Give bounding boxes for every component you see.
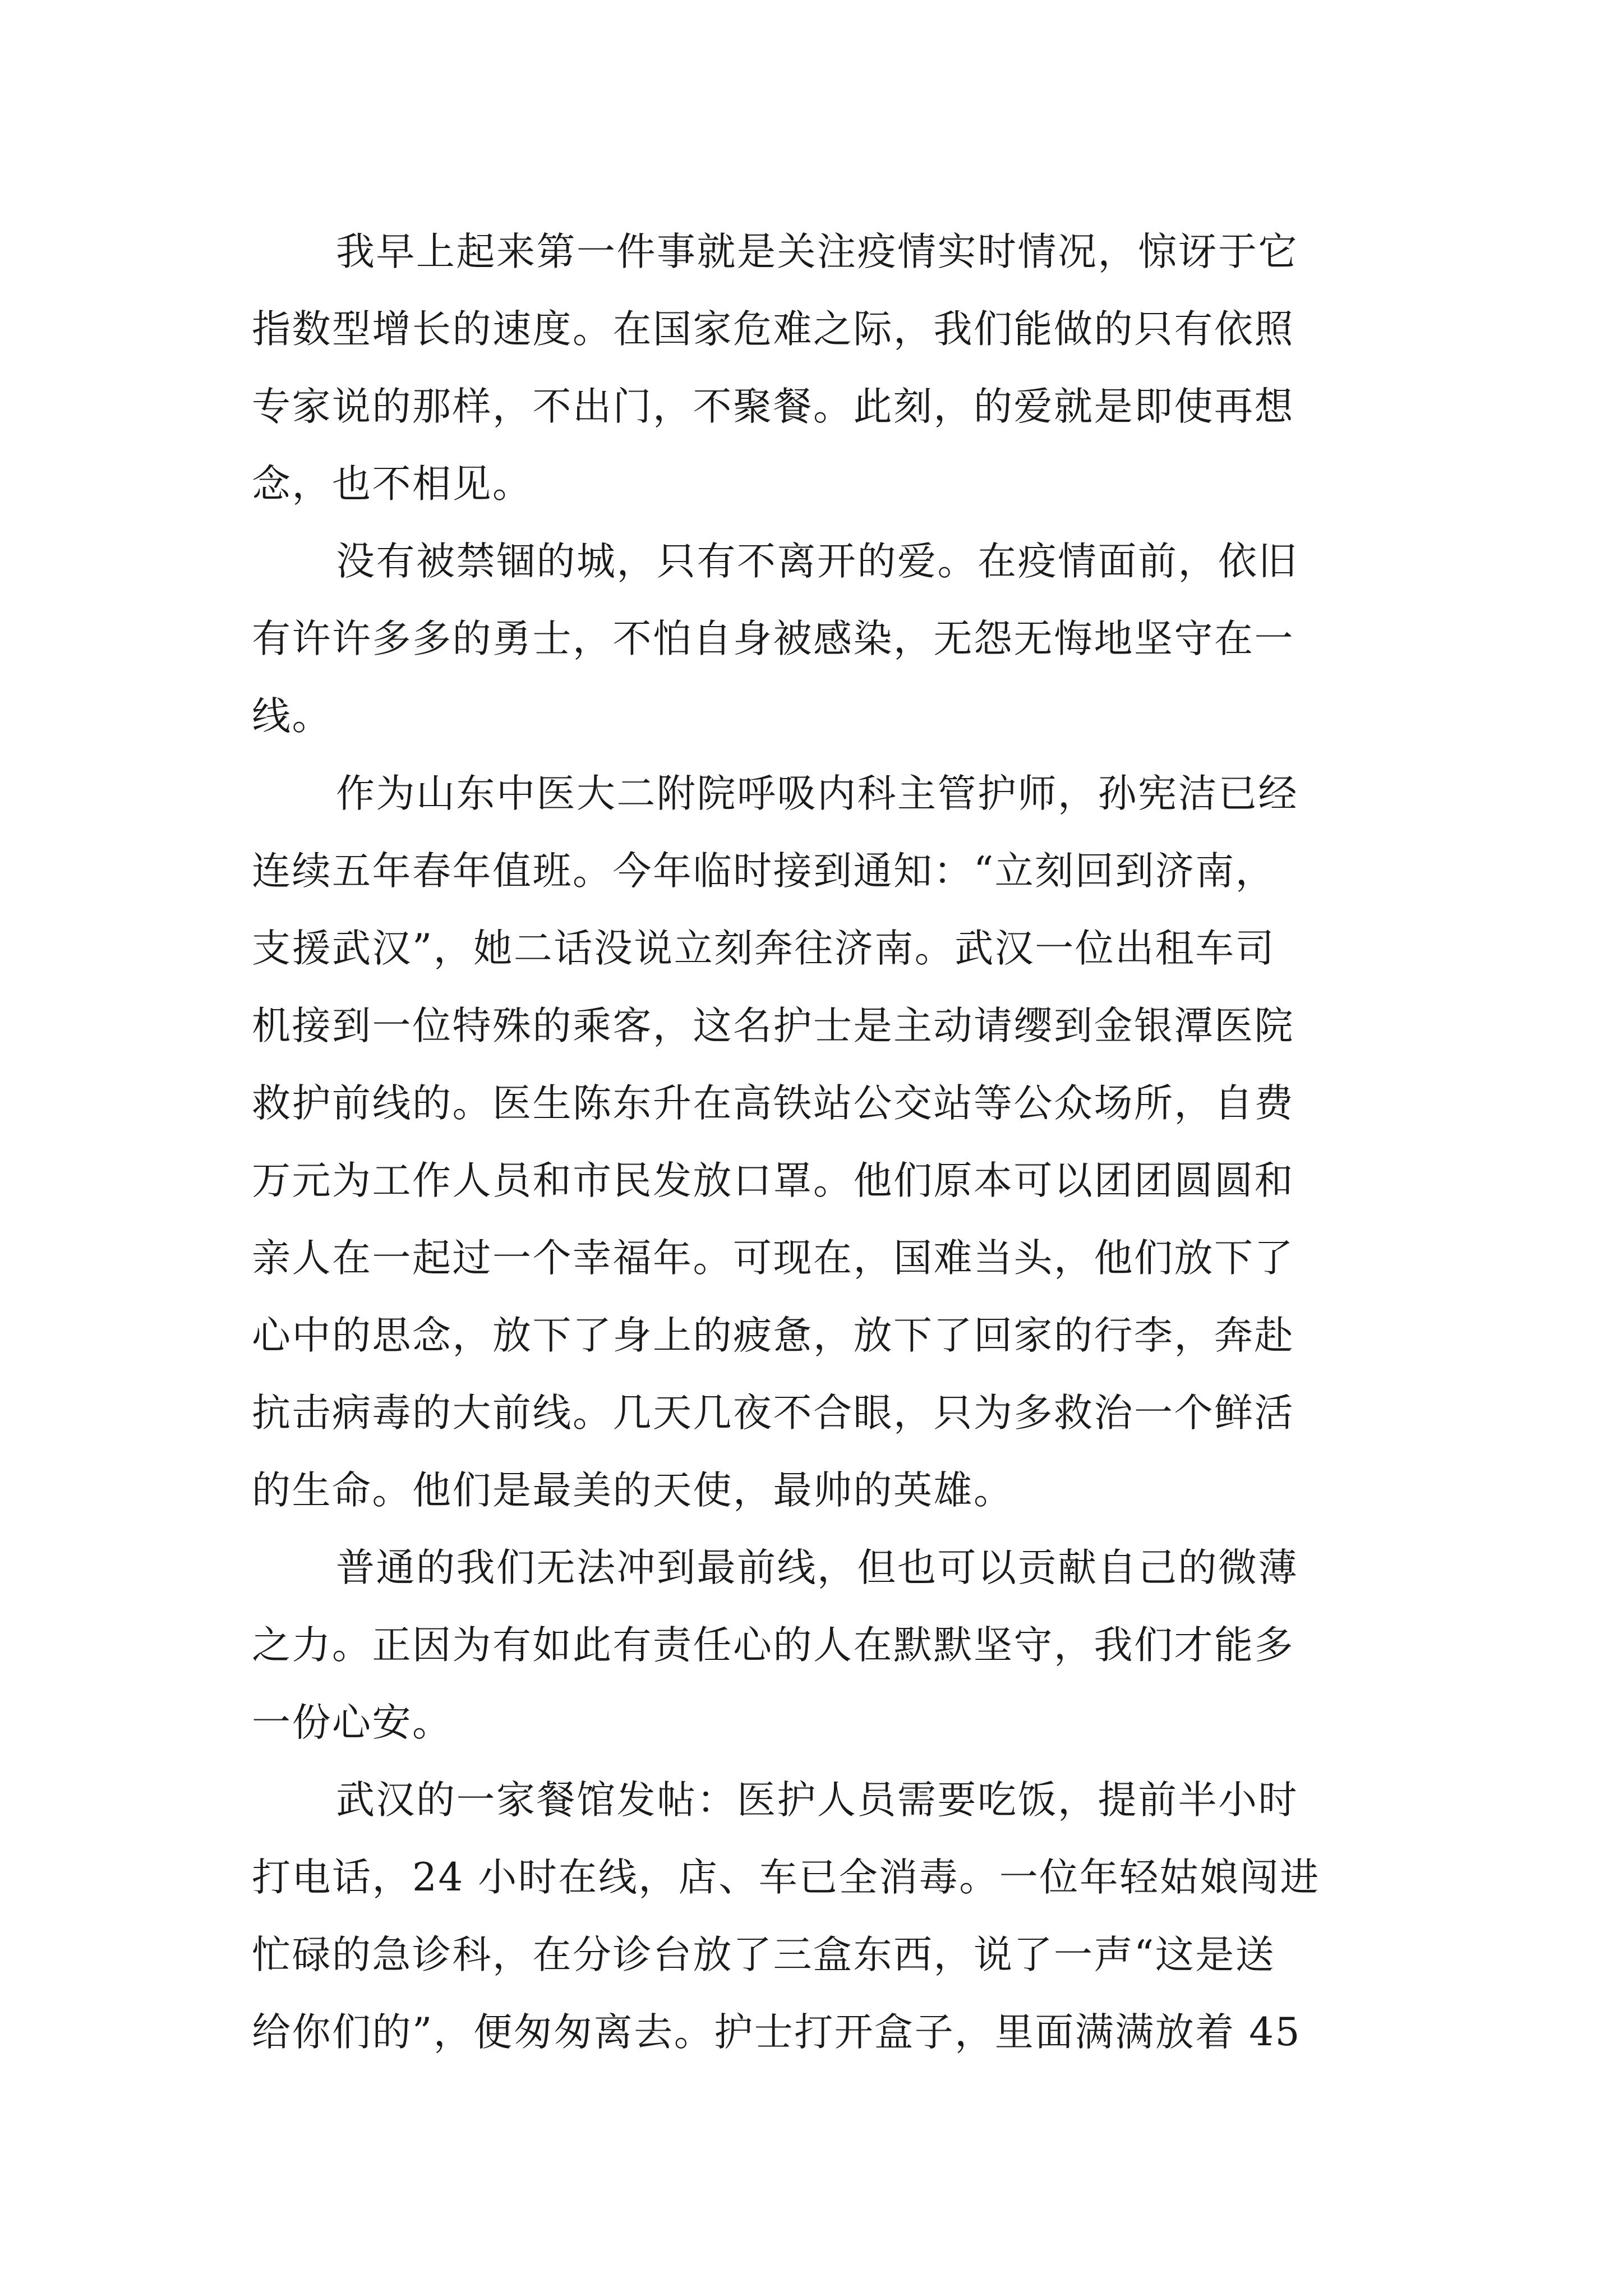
text-line: 心中的思念，放下了身上的疲惫，放下了回家的行李，奔赴 <box>252 1313 1294 1358</box>
text-line: 忙碌的急诊科，在分诊台放了三盒东西，说了一声“这是送 <box>252 1932 1276 1977</box>
paragraph-3 <box>252 755 1368 1529</box>
text-line: 指数型增长的速度。在国家危难之际，我们能做的只有依照 <box>252 307 1294 352</box>
text-line: 连续五年春年值班。今年临时接到通知：“立刻回到济南， <box>252 849 1276 894</box>
text-line: 没有被禁锢的城，只有不离开的爱。在疫情面前，依旧 <box>336 539 1298 584</box>
text-line: 之力。正因为有如此有责任心的人在默默坚守，我们才能多 <box>252 1623 1294 1668</box>
text-line: 念，也不相见。 <box>252 462 533 507</box>
text-line: 机接到一位特殊的乘客，这名护士是主动请缨到金银潭医院 <box>252 1004 1294 1048</box>
text-line: 普通的我们无法冲到最前线，但也可以贡献自己的微薄 <box>336 1545 1298 1590</box>
text-line: 武汉的一家餐馆发帖：医护人员需要吃饭，提前半小时 <box>336 1778 1298 1823</box>
text-line: 给你们的”，便匆匆离去。护士打开盒子，里面满满放着 45 <box>252 2010 1302 2055</box>
text-line: 我早上起来第一件事就是关注疫情实时情况，惊讶于它 <box>336 229 1298 274</box>
text-line: 万元为工作人员和市民发放口罩。他们原本可以团团圆圆和 <box>252 1158 1294 1203</box>
text-line: 打电话，24 小时在线，店、车已全消毒。一位年轻姑娘闯进 <box>252 1855 1320 1900</box>
text-line: 作为山东中医大二附院呼吸内科主管护师，孙宪洁已经 <box>336 771 1298 816</box>
paragraph-5 <box>252 1761 1368 2071</box>
paragraph-1 <box>252 213 1368 523</box>
text-line: 亲人在一起过一个幸福年。可现在，国难当头，他们放下了 <box>252 1236 1294 1281</box>
text-line: 的生命。他们是最美的天使，最帅的英雄。 <box>252 1468 1014 1513</box>
text-line: 抗击病毒的大前线。几天几夜不合眼，只为多救治一个鲜活 <box>252 1391 1294 1435</box>
text-line: 有许许多多的勇士，不怕自身被感染，无怨无悔地坚守在一 <box>252 616 1294 661</box>
document-body <box>252 213 1368 2071</box>
text-line: 一份心安。 <box>252 1700 453 1745</box>
text-line: 救护前线的。医生陈东升在高铁站公交站等公众场所，自费 <box>252 1081 1294 1126</box>
text-line: 支援武汉”，她二话没说立刻奔往济南。武汉一位出租车司 <box>252 926 1276 971</box>
text-line: 专家说的那样，不出门，不聚餐。此刻，的爱就是即使再想 <box>252 384 1294 429</box>
paragraph-2 <box>252 523 1368 755</box>
text-line: 线。 <box>252 694 332 739</box>
paragraph-4 <box>252 1529 1368 1761</box>
